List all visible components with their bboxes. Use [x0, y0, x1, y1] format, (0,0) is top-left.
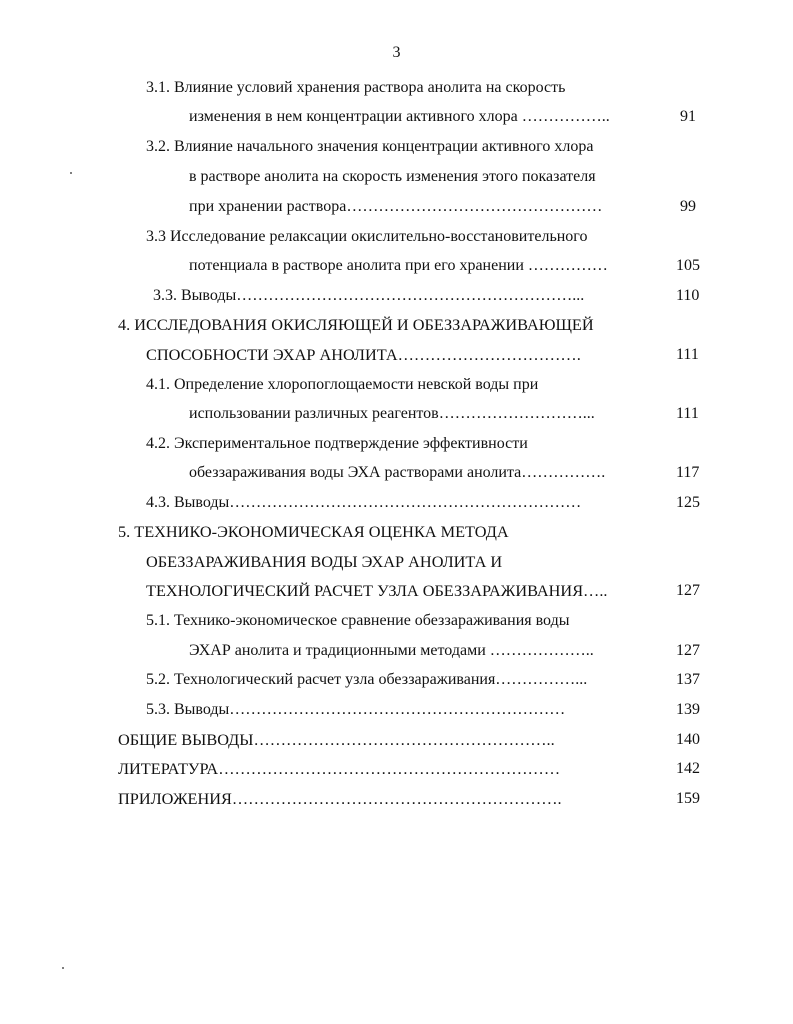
toc-entry-text: ЭХАР анолита и традиционными методами ……………….. — [189, 642, 594, 659]
toc-page-number: 139 — [676, 701, 700, 718]
toc-entry-text: 3.3. Выводы………………………………………………………... — [153, 287, 585, 304]
toc-chapter-text: ОБЩИЕ ВЫВОДЫ……………………………………………….. — [118, 730, 555, 749]
toc-page-number: 111 — [676, 346, 699, 363]
toc-page-number: 111 — [676, 405, 699, 422]
toc-page-number: 125 — [676, 494, 700, 511]
page-number: 3 — [392, 44, 401, 61]
toc-chapter-text: ОБЕЗЗАРАЖИВАНИЯ ВОДЫ ЭХАР АНОЛИТА И — [146, 552, 503, 571]
toc-entry-text: изменения в нем концентрации активного хлора …………….. — [189, 108, 610, 125]
toc-page-number: 140 — [676, 731, 700, 748]
toc-chapter-text: ТЕХНОЛОГИЧЕСКИЙ РАСЧЕТ УЗЛА ОБЕЗЗАРАЖИВАНИЯ….. — [146, 581, 608, 600]
toc-page-number: 91 — [680, 108, 696, 125]
toc-page-number: 117 — [676, 464, 700, 481]
toc-page-number: 99 — [680, 198, 696, 215]
toc-page-number: 105 — [676, 257, 700, 274]
toc-entry-text: потенциала в растворе анолита при его хранении …………… — [189, 257, 608, 274]
toc-entry-text: 4.2. Экспериментальное подтверждение эффективности — [146, 435, 528, 452]
toc-entry-text: обеззараживания воды ЭХА растворами анолита……………. — [189, 464, 606, 481]
toc-chapter-text: ЛИТЕРАТУРА……………………………………………………… — [118, 759, 561, 778]
toc-entry-text: 4.3. Выводы………………………………………………………… — [146, 494, 582, 511]
toc-chapter-text: СПОСОБНОСТИ ЭХАР АНОЛИТА……………………………. — [146, 345, 581, 364]
toc-chapter-text: 5. ТЕХНИКО-ЭКОНОМИЧЕСКАЯ ОЦЕНКА МЕТОДА — [118, 522, 509, 541]
toc-entry-text: 3.1. Влияние условий хранения раствора анолита на скорость — [146, 79, 566, 96]
toc-entry-text: 3.3 Исследование релаксации окислительно-восстановительного — [146, 228, 588, 245]
toc-page-number: 142 — [676, 760, 700, 777]
toc-chapter-text: ПРИЛОЖЕНИЯ……………………………………………………. — [118, 789, 562, 808]
toc-page-number: 127 — [676, 642, 700, 659]
toc-entry-text: 4.1. Определение хлоропоглощаемости невской воды при — [146, 376, 539, 393]
toc-entry-text: 5.1. Технико-экономическое сравнение обеззараживания воды — [146, 612, 570, 629]
toc-entry-text: при хранении раствора………………………………………… — [189, 198, 603, 215]
toc-entry-text: 5.3. Выводы……………………………………………………… — [146, 701, 566, 718]
toc-entry-text: в растворе анолита на скорость изменения этого показателя — [189, 168, 596, 185]
toc-entry-text: использовании различных реагентов………………………... — [189, 405, 595, 422]
toc-entry-text: 3.2. Влияние начального значения концентрации активного хлора — [146, 138, 594, 155]
toc-page-number: 127 — [676, 582, 700, 599]
scan-speck — [70, 172, 72, 174]
toc-page-number: 159 — [676, 790, 700, 807]
scan-speck — [62, 967, 64, 969]
toc-page-number: 137 — [676, 671, 700, 688]
toc-entry-text: 5.2. Технологический расчет узла обеззараживания……………... — [146, 671, 588, 688]
toc-page-number: 110 — [676, 287, 700, 304]
toc-chapter-text: 4. ИССЛЕДОВАНИЯ ОКИСЛЯЮЩЕЙ И ОБЕЗЗАРАЖИВАЮЩЕЙ — [118, 315, 594, 334]
